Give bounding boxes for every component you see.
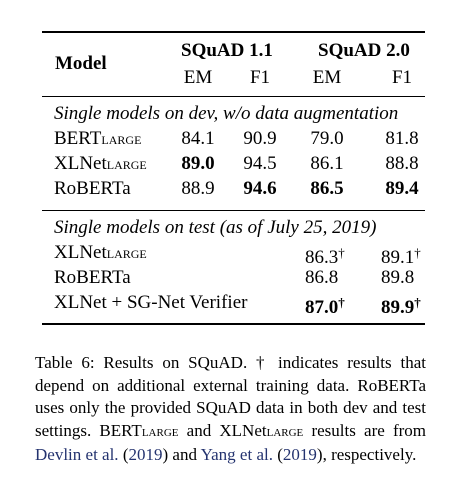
citation-year-devlin[interactable]: 2019 — [128, 445, 163, 464]
header-squad11: SQuAD 1.1 — [181, 40, 273, 61]
table-section-rule — [42, 210, 425, 211]
header-f1-20: F1 — [391, 67, 413, 88]
cell-f120: 89.8 — [381, 267, 415, 288]
section-test-title: Single models on test (as of July 25, 2019) — [54, 217, 377, 238]
cell-em11: 84.1 — [181, 128, 215, 149]
cell-em20: 86.5 — [310, 178, 344, 199]
cell-f111: 94.5 — [243, 153, 277, 174]
model-name: BERTLARGE — [54, 128, 142, 149]
cell-em20: 86.8 — [305, 267, 339, 288]
model-name: XLNetLARGE — [54, 153, 147, 174]
header-f1-11: F1 — [249, 67, 271, 88]
table-caption: Table 6: Results on SQuAD. † indicates results that depend on additional external training data. RoBERTa uses only the provided SQuAD data in both dev and test settings. BERTLARGE and XLNetLARGE results are from Devlin et al. (2019) and Yang et al. (2019), respectively. — [35, 353, 426, 464]
cell-em20: 86.1 — [310, 153, 344, 174]
model-name: RoBERTa — [54, 178, 131, 199]
header-squad20: SQuAD 2.0 — [318, 40, 410, 61]
cell-f120: 88.8 — [385, 153, 419, 174]
header-em-20: EM — [312, 67, 342, 88]
header-em-11: EM — [183, 67, 213, 88]
cell-em20: 79.0 — [310, 128, 344, 149]
cell-f111: 94.6 — [243, 178, 277, 199]
model-name: RoBERTa — [54, 267, 131, 288]
cell-em20: 86.3† — [305, 245, 345, 268]
citation-link-yang[interactable]: Yang et al. — [200, 445, 273, 464]
cell-em11: 89.0 — [181, 153, 215, 174]
cell-f120: 89.4 — [385, 178, 419, 199]
cell-f120: 89.1† — [381, 245, 421, 268]
cell-em20: 87.0† — [305, 295, 345, 318]
citation-year-yang[interactable]: 2019 — [282, 445, 317, 464]
cell-f111: 90.9 — [243, 128, 277, 149]
cell-em11: 88.9 — [181, 178, 215, 199]
table-top-rule — [42, 31, 425, 33]
model-name: XLNetLARGE — [54, 242, 147, 263]
header-model: Model — [55, 53, 107, 74]
cell-f120: 89.9† — [381, 295, 421, 318]
table-header-rule — [42, 96, 425, 97]
citation-link-devlin[interactable]: Devlin et al. — [35, 445, 119, 464]
table-bottom-rule — [42, 323, 425, 325]
section-dev-title: Single models on dev, w/o data augmentation — [54, 103, 399, 124]
model-name: XLNet + SG-Net Verifier — [54, 292, 248, 313]
cell-f120: 81.8 — [385, 128, 419, 149]
